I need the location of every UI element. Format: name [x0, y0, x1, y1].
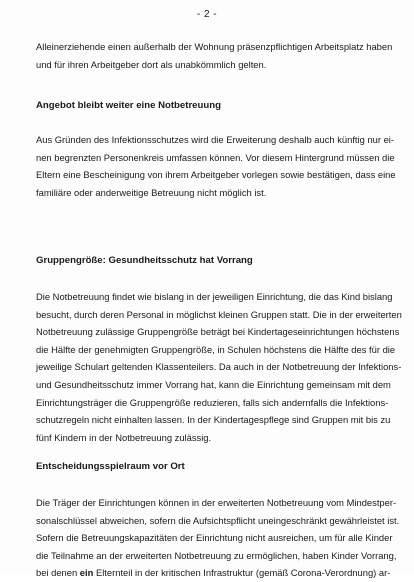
paragraph-intro: [36, 38, 392, 73]
text-line: Aus Gründen des Infektionsschutzes wird die Erweiterung deshalb auch künftig nur ei-: [36, 134, 395, 145]
section-heading-notbetreuung: Angebot bleibt weiter eine Notbetreuung: [36, 100, 221, 111]
text-line-last: [36, 564, 399, 582]
text-line: die Teilnahme an der erweiterten Notbetreuung zu ermöglichen, haben Kinder Vorrang,: [36, 549, 397, 561]
paragraph-gruppengroesse: [36, 288, 402, 446]
section-heading-gruppengroesse: Gruppengröße: Gesundheitsschutz hat Vorrang: [36, 255, 253, 266]
paragraph-notbetreuung: [36, 131, 396, 201]
text-fragment: bei denen: [36, 567, 80, 579]
emphasis-text: ein: [79, 567, 94, 579]
text-line: Sofern die Betreuungskapazitäten der Einrichtung nicht ausreichen, um für alle Kinder: [36, 532, 393, 544]
text-line: jeweilige Schulart geltenden Klassenteilers. Da auch in der Notbetreuung der Infektions-: [36, 361, 402, 373]
text-line: nen begrenzten Personenkreis umfassen können. Vor diesem Hintergrund müssen die: [36, 151, 395, 163]
text-fragment: Elternteil in der kritischen Infrastruktur (gemäß Corona-Verordnung) ar-: [93, 567, 391, 579]
text-line: Notbetreuung zulässige Gruppengröße beträgt bei Kindertageseinrichtungen höchstens: [36, 326, 400, 338]
text-line: Einrichtungsträger die Gruppengröße reduzieren, falls sich andernfalls die Infektions-: [36, 396, 389, 408]
section-heading-entscheidungsspielraum: Entscheidungsspielraum vor Ort: [36, 461, 185, 472]
page-number: - 2 -: [196, 9, 218, 20]
text-line: Eltern eine Bescheinigung von ihrem Arbeitgeber vorlegen sowie bestätigen, dass eine: [36, 169, 396, 181]
text-line: Die Notbetreuung findet wie bislang in der jeweiligen Einrichtung, die das Kind bislang: [36, 291, 393, 302]
text-line: schutzregeln nicht einhalten lassen. In der Kindertagespflege sind Gruppen mit bis zu: [36, 414, 391, 426]
text-line: und Gesundheitsschutz immer Vorrang hat, kann die Einrichtung gemeinsam mit dem: [36, 378, 391, 390]
text-line: besucht, durch deren Personal in möglichst kleinen Gruppen statt. Die in der erweiterten: [36, 308, 402, 320]
text-line: die Hälfte der genehmigten Gruppengröße, in Schulen höchstens die Hälfte des für die: [36, 343, 396, 355]
text-line: familiäre oder anderweitige Betreuung nicht möglich ist.: [36, 186, 267, 198]
text-line: und für ihren Arbeitgeber dort als unabkömmlich gelten.: [36, 58, 267, 70]
text-line: Alleinerziehende einen außerhalb der Wohnung präsenzpflichtigen Arbeitsplatz haben: [36, 41, 393, 52]
text-line: Die Träger der Einrichtungen können in der erweiterten Notbetreuung vom Mindestper-: [36, 497, 397, 508]
text-line: fünf Kindern in der Notbetreuung zulässig.: [36, 431, 212, 443]
paragraph-entscheidungsspielraum: [36, 494, 399, 582]
text-line: sonalschlüssel abweichen, sofern die Aufsichtspflicht uneingeschränkt gewährleistet ist.: [36, 514, 400, 526]
